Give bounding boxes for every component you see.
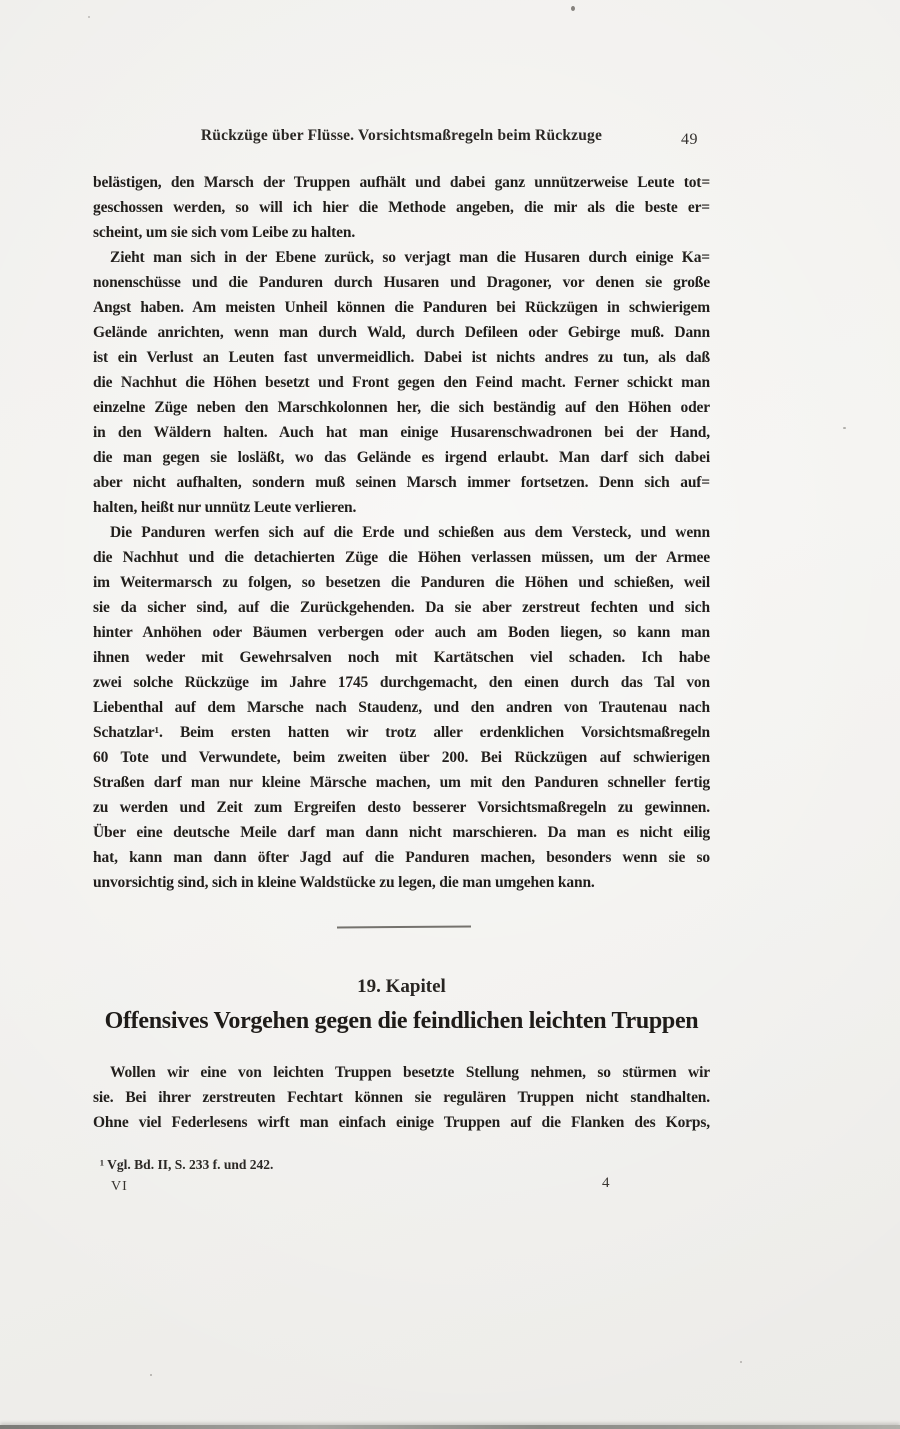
text-line: Ohne viel Federlesens wirft man einfach einige Truppen auf die Flanken des Korps, bbox=[93, 1114, 710, 1131]
text-line: zu werden und Zeit zum Ergreifen desto besserer Vorsichtsmaßregeln zu gewinnen. bbox=[93, 799, 710, 816]
chapter-number-heading: 19. Kapitel bbox=[357, 976, 446, 997]
scan-artifact-speck bbox=[843, 427, 846, 429]
running-header bbox=[93, 127, 710, 148]
text-line: geschossen werden, so will ich hier die Methode angeben, die mir als die beste er= bbox=[93, 199, 710, 216]
scan-artifact-speck bbox=[740, 1361, 742, 1363]
text-line: Wollen wir eine von leichten Truppen besetzte Stellung nehmen, so stürmen wir bbox=[110, 1064, 710, 1081]
text-line: die man gegen sie losläßt, wo das Gelände es irgend erlaubt. Man darf sich dabei bbox=[93, 449, 710, 466]
scan-artifact-speck bbox=[571, 6, 575, 11]
text-line: Die Panduren werfen sich auf die Erde und schießen aus dem Versteck, und wenn bbox=[110, 524, 710, 541]
volume-signature-mark: VI bbox=[111, 1179, 128, 1194]
running-title: Rückzüge über Flüsse. Vorsichtsmaßregeln beim Rückzuge bbox=[200, 127, 603, 144]
text-line: 60 Tote und Verwundete, beim zweiten über 200. Bei Rückzügen auf schwierigen bbox=[93, 749, 710, 766]
text-line: einzelne Züge neben den Marschkolonnen her, die sich beständig auf den Höhen oder bbox=[93, 399, 710, 416]
text-line: unvorsichtig sind, sich in kleine Waldstücke zu legen, die man umgehen kann. bbox=[93, 874, 595, 891]
text-line: aber nicht aufhalten, sondern muß seinen Marsch immer fortsetzen. Denn sich auf= bbox=[93, 474, 710, 491]
text-line: scheint, um sie sich vom Leibe zu halten. bbox=[93, 224, 356, 241]
footnote: ¹ Vgl. Bd. II, S. 233 f. und 242. bbox=[100, 1157, 274, 1172]
text-line: hat, kann man dann öfter Jagd auf die Panduren machen, besonders wenn sie so bbox=[93, 849, 710, 866]
text-line: Zieht man sich in der Ebene zurück, so verjagt man die Husaren durch einige Ka= bbox=[110, 249, 710, 266]
text-line: zwei solche Rückzüge im Jahre 1745 durchgemacht, den einen durch das Tal von bbox=[93, 674, 710, 691]
text-line: ihnen weder mit Gewehrsalven noch mit Kartätschen viel schaden. Ich habe bbox=[93, 649, 710, 666]
text-line: die Nachhut und die detachierten Züge die Höhen verlassen müssen, um der Armee bbox=[93, 549, 710, 566]
scan-artifact-speck bbox=[150, 1374, 152, 1376]
text-line: Über eine deutsche Meile darf man dann nicht marschieren. Da man es nicht eilig bbox=[93, 824, 710, 841]
chapter-text-block bbox=[93, 1060, 710, 1135]
scan-artifact-speck bbox=[88, 16, 90, 18]
text-line: ist ein Verlust an Leuten fast unvermeidlich. Dabei ist nichts andres zu tun, als daß bbox=[93, 349, 710, 366]
main-text-block bbox=[93, 170, 710, 895]
scan-page-edge bbox=[0, 1425, 900, 1429]
text-line: im Weitermarsch zu folgen, so besetzen die Panduren die Höhen und schießen, weil bbox=[93, 574, 710, 591]
text-line: sie. Bei ihrer zerstreuten Fechtart können sie regulären Truppen nicht standhalten. bbox=[93, 1089, 710, 1106]
text-line: hinter Anhöhen oder Bäumen verbergen oder auch am Boden liegen, so kann man bbox=[93, 624, 710, 641]
text-line: Straßen darf man nur kleine Märsche machen, um mit den Panduren schneller fertig bbox=[93, 774, 710, 791]
text-line: die Nachhut die Höhen besetzt und Front gegen den Feind macht. Ferner schickt man bbox=[93, 374, 710, 391]
sheet-signature-mark: 4 bbox=[602, 1175, 610, 1191]
chapter-title-heading: Offensives Vorgehen gegen die feindlichen leichten Truppen bbox=[104, 1008, 699, 1034]
page-number: 49 bbox=[681, 131, 698, 148]
section-divider-rule bbox=[337, 926, 471, 929]
text-line: Gelände anrichten, wenn man durch Wald, durch Defileen oder Gebirge muß. Dann bbox=[93, 324, 710, 341]
text-line: in den Wäldern halten. Auch hat man einige Husarenschwadronen bei der Hand, bbox=[93, 424, 710, 441]
text-line: Liebenthal auf dem Marsche nach Staudenz, und den andren von Trautenau nach bbox=[93, 699, 710, 716]
text-line: nonenschüsse und die Panduren durch Husaren und Dragoner, vor denen sie große bbox=[93, 274, 710, 291]
text-line: halten, heißt nur unnütz Leute verlieren. bbox=[93, 499, 357, 516]
text-line: Schatzlar¹. Beim ersten hatten wir trotz aller erdenklichen Vorsichtsmaßregeln bbox=[93, 724, 710, 741]
text-line: sie da sicher sind, auf die Zurückgehenden. Da sie aber zerstreut fechten und sich bbox=[93, 599, 710, 616]
text-line: Angst haben. Am meisten Unheil können die Panduren bei Rückzügen in schwierigem bbox=[93, 299, 710, 316]
text-line: belästigen, den Marsch der Truppen aufhält und dabei ganz unnützerweise Leute tot= bbox=[93, 174, 710, 191]
